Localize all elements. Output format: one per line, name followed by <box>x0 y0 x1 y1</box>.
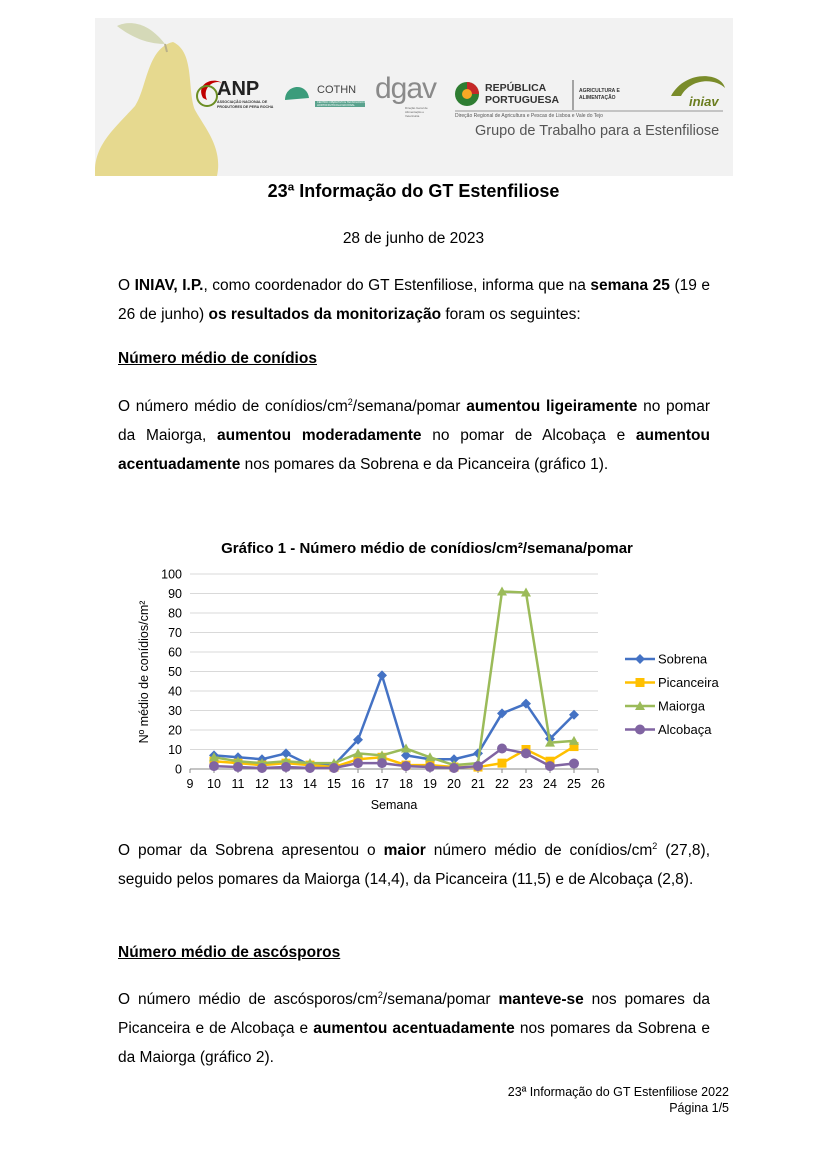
y-tick-label: 0 <box>175 762 182 777</box>
data-point-alcobaca <box>233 762 243 772</box>
legend-label-maiorga: Maiorga <box>658 698 705 714</box>
x-tick-label: 20 <box>447 777 461 791</box>
x-tick-label: 16 <box>351 777 365 791</box>
data-point-alcobaca <box>449 763 459 773</box>
page-footer <box>508 1084 729 1116</box>
y-tick-label: 90 <box>168 587 182 601</box>
x-tick-label: 17 <box>375 777 389 791</box>
logo-republica: REPÚBLICA PORTUGUESA <box>485 82 560 106</box>
data-point-alcobaca <box>569 759 579 769</box>
series-line-maiorga <box>214 592 574 766</box>
chart-title: Gráfico 1 - Número médio de conídios/cm²/semana/pomar <box>221 540 633 557</box>
x-tick-label: 18 <box>399 777 413 791</box>
x-tick-label: 14 <box>303 777 317 791</box>
x-tick-label: 13 <box>279 777 293 791</box>
y-tick-label: 60 <box>168 645 182 660</box>
data-point-alcobaca <box>209 761 219 771</box>
conidios-paragraph: O número médio de conídios/$cm^2/semana$/pomar aumentou ligeiramente no pomar da Maiorga, aumentou moderadamente no pomar de Alcobaça e aumentou acentuadamente nos pomares da Sobrena e da Picanceira (gráfico 1). <box>118 396 710 473</box>
group-label: Grupo de Trabalho para a Estenfiliose <box>475 123 720 139</box>
footer-doc-name: 23ª Informação do GT Estenfiliose 2022 <box>507 1085 729 1099</box>
logo-drap: Direção Regional de Agricultura e Pescas de Lisboa e Vale do Tejo <box>455 113 603 119</box>
data-point-picanceira <box>498 759 507 768</box>
y-tick-label: 30 <box>168 704 182 718</box>
logo-cothn-subtitle: CENTRO OPERATIVO E TECNOLÓGICO HORTOFRUTÍCOLA NACIONAL <box>317 101 366 107</box>
pear-icon <box>95 42 218 176</box>
x-tick-label: 12 <box>255 777 269 791</box>
y-tick-label: 20 <box>168 723 182 738</box>
logo-dgav-subtitle: Direção Geral de Alimentação e Veterinária <box>405 106 428 118</box>
ascosporos-paragraph: O número médio de ascósporos/$cm^2/semana$/pomar manteve-se nos pomares da Picanceira e de Alcobaça e aumentou acentuadamente nos pomares da Sobrena e da Maiorga (gráfico 2). <box>118 989 711 1066</box>
document-date: 28 de junho de 2023 <box>342 230 485 247</box>
x-tick-label: 11 <box>231 777 245 791</box>
data-point-alcobaca <box>425 762 435 772</box>
chart-grafico-1 <box>0 532 827 822</box>
x-tick-label: 15 <box>327 777 341 791</box>
data-point-alcobaca <box>545 761 555 771</box>
pear-leaf-icon <box>117 23 165 44</box>
header-banner <box>95 18 733 176</box>
legend-marker-sobrena <box>635 654 645 664</box>
logo-dgav: dgav <box>375 72 437 105</box>
data-point-alcobaca <box>329 763 339 773</box>
x-tick-label: 10 <box>207 777 221 791</box>
legend-marker-picanceira <box>636 678 645 687</box>
data-point-alcobaca <box>281 762 291 772</box>
y-tick-label: 40 <box>168 684 182 699</box>
x-tick-label: 9 <box>186 777 194 791</box>
logo-iniav: iniav <box>689 94 719 109</box>
intro-paragraph: O INIAV, I.P., como coordenador do GT Estenfiliose, informa que na semana 25 (19 e 26 de junho) os resultados da monitorização foram os seguintes: <box>118 277 711 323</box>
legend-label-picanceira: Picanceira <box>658 675 719 690</box>
page-title: 23ª Informação do GT Estenfiliose <box>267 181 560 201</box>
x-tick-label: 24 <box>543 777 557 791</box>
x-tick-label: 22 <box>495 777 509 791</box>
y-tick-label: 100 <box>161 567 182 582</box>
logo-cothn: COTHN <box>317 84 357 96</box>
y-tick-label: 80 <box>168 606 182 621</box>
chart-ylabel: Nº médio de conídios/cm² <box>137 600 151 744</box>
data-point-alcobaca <box>353 758 363 768</box>
cothn-logo-icon <box>285 87 309 100</box>
legend-marker-alcobaca <box>635 725 645 735</box>
x-tick-label: 23 <box>519 777 533 791</box>
section-heading-ascosporos: Número médio de ascósporos <box>118 944 341 961</box>
y-tick-label: 10 <box>168 743 182 757</box>
y-tick-label: 70 <box>168 626 182 640</box>
data-point-alcobaca <box>473 761 483 771</box>
data-point-alcobaca <box>401 761 411 771</box>
conidios-result-paragraph: O pomar da Sobrena apresentou o maior número médio de conídios/$cm^2$ (27,8), seguido pelos pomares da Maiorga (14,4), da Picanceira (11,5) e de Alcobaça (2,8). <box>118 840 711 888</box>
data-point-alcobaca <box>257 763 267 773</box>
x-tick-label: 21 <box>471 777 485 791</box>
section-heading-conidios: Número médio de conídios <box>118 350 317 367</box>
data-point-alcobaca <box>521 748 531 758</box>
data-point-alcobaca <box>305 763 315 773</box>
x-tick-label: 19 <box>423 777 437 791</box>
data-point-alcobaca <box>497 744 507 754</box>
y-tick-label: 50 <box>168 665 182 679</box>
data-point-alcobaca <box>377 758 387 768</box>
x-tick-label: 26 <box>591 777 605 791</box>
logo-agricultura: AGRICULTURA E ALIMENTAÇÃO <box>579 88 620 101</box>
legend-label-alcobaca: Alcobaça <box>658 722 712 737</box>
legend-label-sobrena: Sobrena <box>658 651 708 667</box>
chart-xlabel: Semana <box>370 798 418 812</box>
footer-page-number: Página 1/5 <box>669 1101 729 1115</box>
logo-anp-subtitle: ASSOCIAÇÃO NACIONAL DE PRODUTORES DE PERA ROCHA <box>217 100 274 109</box>
logo-anp: ANP <box>217 78 260 100</box>
x-tick-label: 25 <box>567 777 581 791</box>
